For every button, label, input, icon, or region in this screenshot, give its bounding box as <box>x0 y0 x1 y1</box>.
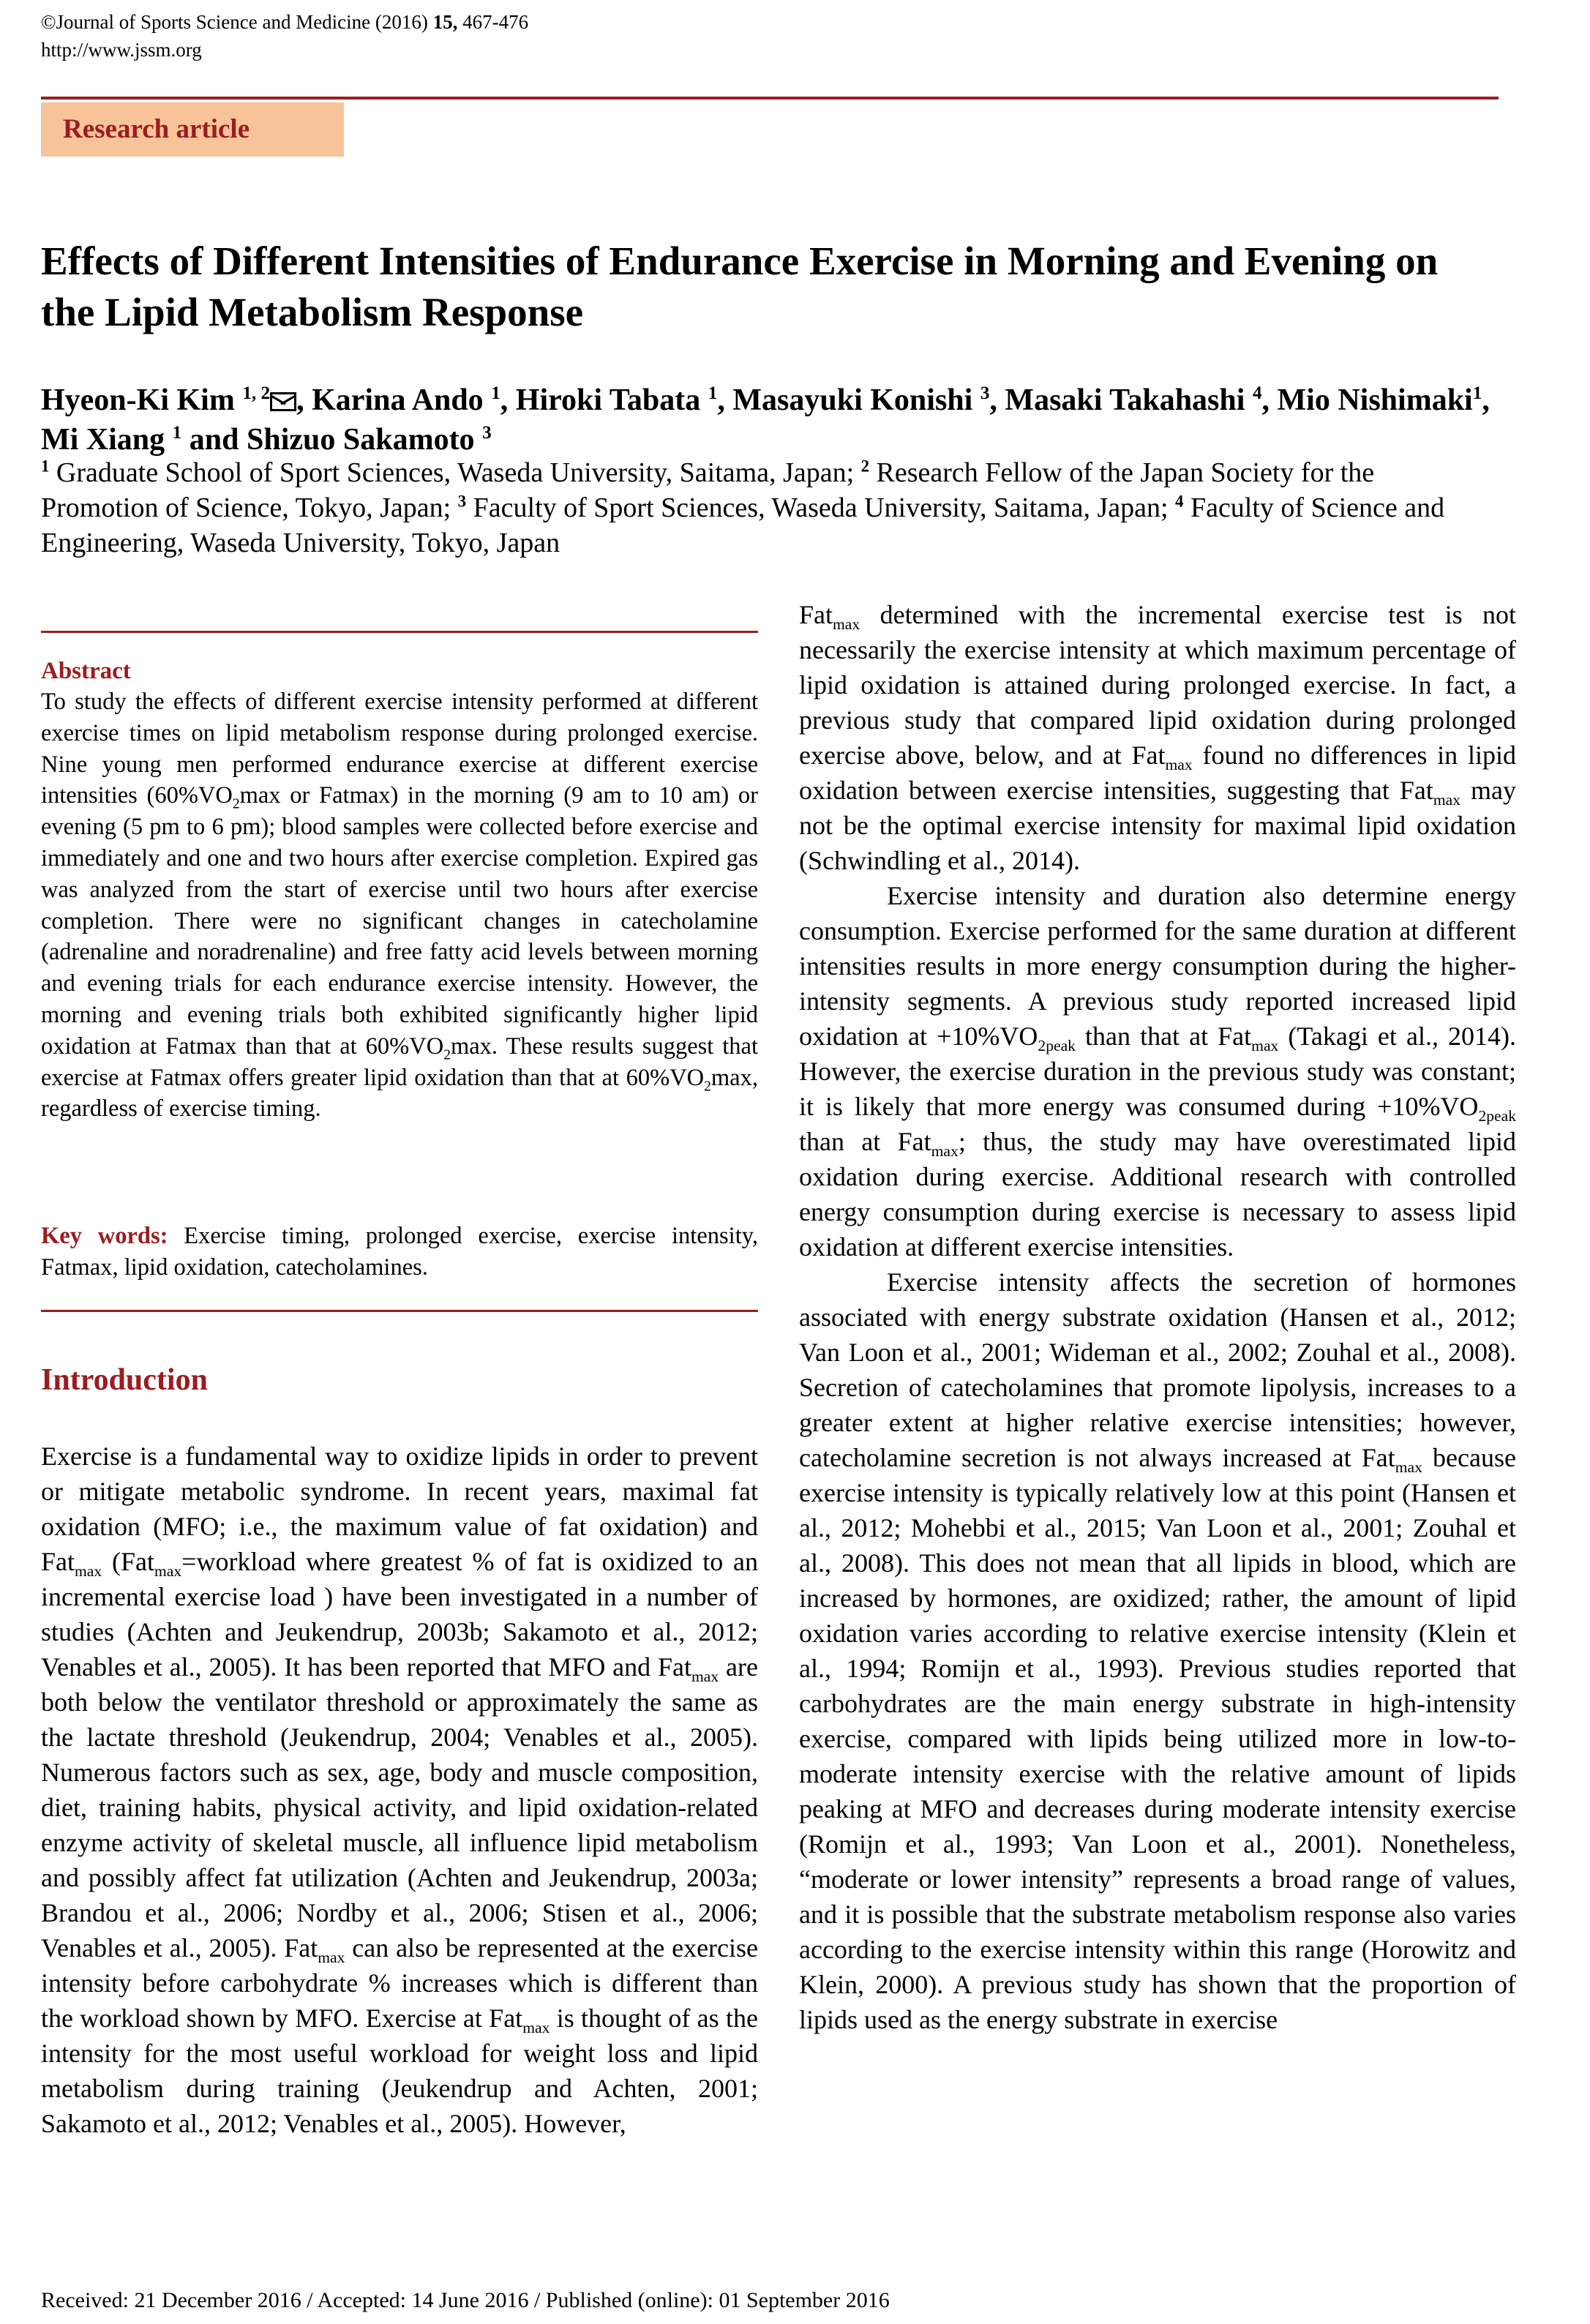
envelope-icon[interactable] <box>270 392 296 411</box>
author-name: , Mio Nishimaki <box>1261 383 1473 417</box>
paragraph <box>799 1264 1516 2037</box>
author-affiliation-mark: 1 <box>172 423 182 443</box>
keywords-text: Exercise timing, prolonged exercise, exercise intensity, Fatmax, lipid oxidation, catecholamines. <box>41 1223 758 1281</box>
subscript: max <box>1395 1458 1422 1477</box>
text-segment: can also be represented at the exercise intensity before carbohydrate % increases which is different than the workload shown by MFO. Exercise at Fat <box>41 1933 759 2033</box>
subscript: 2 <box>704 1079 711 1095</box>
text-segment: because exercise intensity is typically relatively low at this point (Hansen et al., 2012; Mohebbi et al., 2015; Van Loon et al., 2001; Zouhal et al., 2008). This does not mean that all lipids in blood, which are increased by hormones, are oxidized; rather, the amount of lipid oxidation varies according to relative exercise intensity (Klein et al., 1994; Romijn et al., 1993). Previous studies reported that carbohydrates are the main energy substrate in high-intensity exercise, compared with lipids being utilized more in low-to-moderate intensity exercise with the relative amount of lipids peaking at MFO and decreases during moderate intensity exercise (Romijn et al., 1993; Van Loon et al., 2001). Nonetheless, “moderate or lower intensity” represents a broad range of values, and it is possible that the substrate metabolism response also varies according to the exercise intensity within this range (Horowitz and Klein, 2000). A previous study has shown that the proportion of lipids used as the energy substrate in exercise <box>799 1443 1516 2034</box>
paragraph <box>41 1439 758 2141</box>
author-name: , Mi Xiang <box>41 383 1490 457</box>
subscript: max <box>1165 756 1193 774</box>
keywords <box>41 1221 758 1283</box>
author-name: , Hiroki Tabata <box>500 383 708 417</box>
affiliation-text: Faculty of Science and Engineering, Waseda University, Tokyo, Japan <box>41 492 1445 558</box>
author-affiliation-mark: 3 <box>980 383 990 403</box>
affiliation-number: 2 <box>860 457 870 476</box>
author-affiliation-mark: 3 <box>482 423 492 443</box>
subscript: max <box>318 1949 345 1967</box>
author-name: and Shizuo Sakamoto <box>181 423 483 457</box>
text-segment: =workload where greatest % of fat is oxidized to an incremental exercise load ) have been investigated in a number of studies (Achten and Jeukendrup, 2003b; Sakamoto et al., 2012; Venables et al., 2005). It has been reported that MFO and Fat <box>41 1547 758 1682</box>
abstract-top-divider <box>41 631 758 633</box>
author-name: , Karina Ando <box>296 383 492 417</box>
abstract-segment: To study the effects of different exercise intensity performed at different exercise times on lipid metabolism response during prolonged exercise. Nine young men performed endurance exercise at different exercise intensities (60%VO <box>41 689 758 809</box>
affiliation-number: 4 <box>1175 492 1184 511</box>
subscript: max <box>691 1668 719 1686</box>
subscript: max <box>1251 1037 1279 1055</box>
text-segment: Fat <box>799 600 833 629</box>
keywords-label: Key words: <box>41 1223 168 1249</box>
text-segment: are both below the ventilator threshold or approximately the same as the lactate threshold (Jeukendrup, 2004; Venables et al., 2005). Numerous factors such as sex, age, body and muscle composition, diet, training habits, physical activity, and lipid oxidation-related enzyme activity of skeletal muscle, all influence lipid metabolism and possibly affect fat utilization (Achten and Jeukendrup, 2003a; Brandou et al., 2006; Nordby et al., 2006; Stisen et al., 2006; Venables et al., 2005). Fat <box>41 1652 758 1963</box>
text-segment: ; thus, the study may have overestimated lipid oxidation during exercise. Additional research with controlled energy consumption during exercise is necessary to assess lipid oxidation at different exercise intensities. <box>799 1127 1516 1262</box>
author-affiliation-mark: 1 <box>1472 383 1482 403</box>
subscript: max <box>833 615 860 634</box>
affiliation-number: 1 <box>41 457 50 476</box>
subscript: max <box>1433 791 1461 809</box>
subscript: 2peak <box>1478 1107 1516 1125</box>
author-list <box>41 381 1499 460</box>
affiliation-text: Graduate School of Sport Sciences, Waseda University, Saitama, Japan; <box>49 457 861 488</box>
journal-volume: 15, <box>432 11 458 33</box>
introduction-heading: Introduction <box>41 1363 208 1397</box>
paper-title: Effects of Different Intensities of Endurance Exercise in Morning and Evening on the Lipid Metabolism Response <box>41 239 1439 334</box>
abstract-segment: max, regardless of exercise timing. <box>41 1064 758 1122</box>
author-affiliation-mark: 1, 2 <box>242 383 271 403</box>
abstract-text <box>41 686 758 1125</box>
text-segment: than that at Fat <box>1075 1022 1252 1051</box>
text-segment: found no differences in lipid oxidation between exercise intensities, suggesting that Fat <box>799 741 1516 805</box>
author-name: Hyeon-Ki Kim <box>41 383 243 417</box>
text-segment: may not be the optimal exercise intensity for maximal lipid oxidation (Schwindling et al., 2014). <box>799 776 1516 875</box>
subscript: max <box>75 1562 102 1581</box>
abstract-segment: max or Fatmax) in the morning (9 am to 10 am) or evening (5 pm to 6 pm); blood samples were collected before exercise and immediately and one and two hours after exercise completion. Expired gas was analyzed from the start of exercise until two hours after exercise completion. There were no significant changes in catecholamine (adrenaline and noradrenaline) and free fatty acid levels between morning and evening trials for each endurance exercise intensity. However, the morning and evening trials both exhibited significantly higher lipid oxidation at Fatmax than that at 60%VO <box>41 782 758 1060</box>
subscript: 2 <box>443 1047 451 1063</box>
author-name: , Masaki Takahashi <box>989 383 1253 417</box>
text-segment: (Fat <box>102 1547 154 1576</box>
text-segment: Exercise intensity affects the secretion of hormones associated with energy substrate oxidation (Hansen et al., 2012; Van Loon et al., 2001; Wideman et al., 2002; Zouhal et al., 2008). Secretion of catecholamines that promote lipolysis, increases to a greater extent at higher relative exercise intensities; however, catecholamine secretion is not always increased at Fat <box>799 1267 1516 1472</box>
journal-citation <box>41 9 528 35</box>
journal-url[interactable]: http://www.jssm.org <box>41 39 202 61</box>
subscript: 2peak <box>1038 1037 1076 1055</box>
publication-dates: Received: 21 December 2016 / Accepted: 14 June 2016 / Published (online): 01 September 2016 <box>41 2288 890 2312</box>
introduction-text <box>41 1439 758 2141</box>
abstract-heading: Abstract <box>41 658 131 684</box>
text-segment: Exercise intensity and duration also determine energy consumption. Exercise performed for the same duration at different intensities results in more energy consumption during the higher-intensity segments. A previous study reported increased lipid oxidation at +10%VO <box>799 881 1516 1051</box>
journal-name: ©Journal of Sports Science and Medicine (2016) <box>41 11 433 33</box>
text-segment: is thought of as the intensity for the most useful workload for weight loss and lipid metabolism during training (Jeukendrup and Achten, 2001; Sakamoto et al., 2012; Venables et al., 2005). However, <box>41 2003 758 2138</box>
text-segment: (Takagi et al., 2014). However, the exercise duration in the previous study was constant; it is likely that more energy was consumed during +10%VO <box>799 1022 1516 1121</box>
subscript: 2 <box>232 796 240 812</box>
author-affiliation-mark: 1 <box>491 383 500 403</box>
journal-pages: 467-476 <box>457 11 529 33</box>
paragraph <box>799 597 1516 878</box>
abstract-segment: max. These results suggest that exercise at Fatmax offers greater lipid oxidation than that at 60%VO <box>41 1032 758 1091</box>
affiliation-text: Faculty of Sport Sciences, Waseda University, Saitama, Japan; <box>466 492 1176 523</box>
subscript: max <box>154 1562 182 1581</box>
text-segment: than at Fat <box>799 1127 931 1156</box>
abstract-bottom-divider <box>41 1310 758 1312</box>
affiliations <box>41 455 1499 561</box>
text-segment: determined with the incremental exercise test is not necessarily the exercise intensity at which maximum percentage of lipid oxidation is attained during prolonged exercise. In fact, a previous study that compared lipid oxidation during prolonged exercise above, below, and at Fat <box>799 600 1516 770</box>
affiliation-text: Research Fellow of the Japan Society for the Promotion of Science, Tokyo, Japan; <box>41 457 1375 523</box>
author-affiliation-mark: 4 <box>1252 383 1262 403</box>
subscript: max <box>522 2019 550 2037</box>
affiliation-number: 3 <box>457 492 467 511</box>
author-name: , Masayuki Konishi <box>717 383 980 417</box>
header-divider <box>41 97 1499 100</box>
author-affiliation-mark: 1 <box>708 383 718 403</box>
paragraph <box>799 878 1516 1264</box>
right-column-text <box>799 597 1516 2037</box>
subscript: max <box>931 1142 959 1161</box>
text-segment: Exercise is a fundamental way to oxidize lipids in order to prevent or mitigate metabolic syndrome. In recent years, maximal fat oxidation (MFO; i.e., the maximum value of fat oxidation) and Fat <box>41 1442 758 1576</box>
article-type-badge: Research article <box>41 102 344 157</box>
